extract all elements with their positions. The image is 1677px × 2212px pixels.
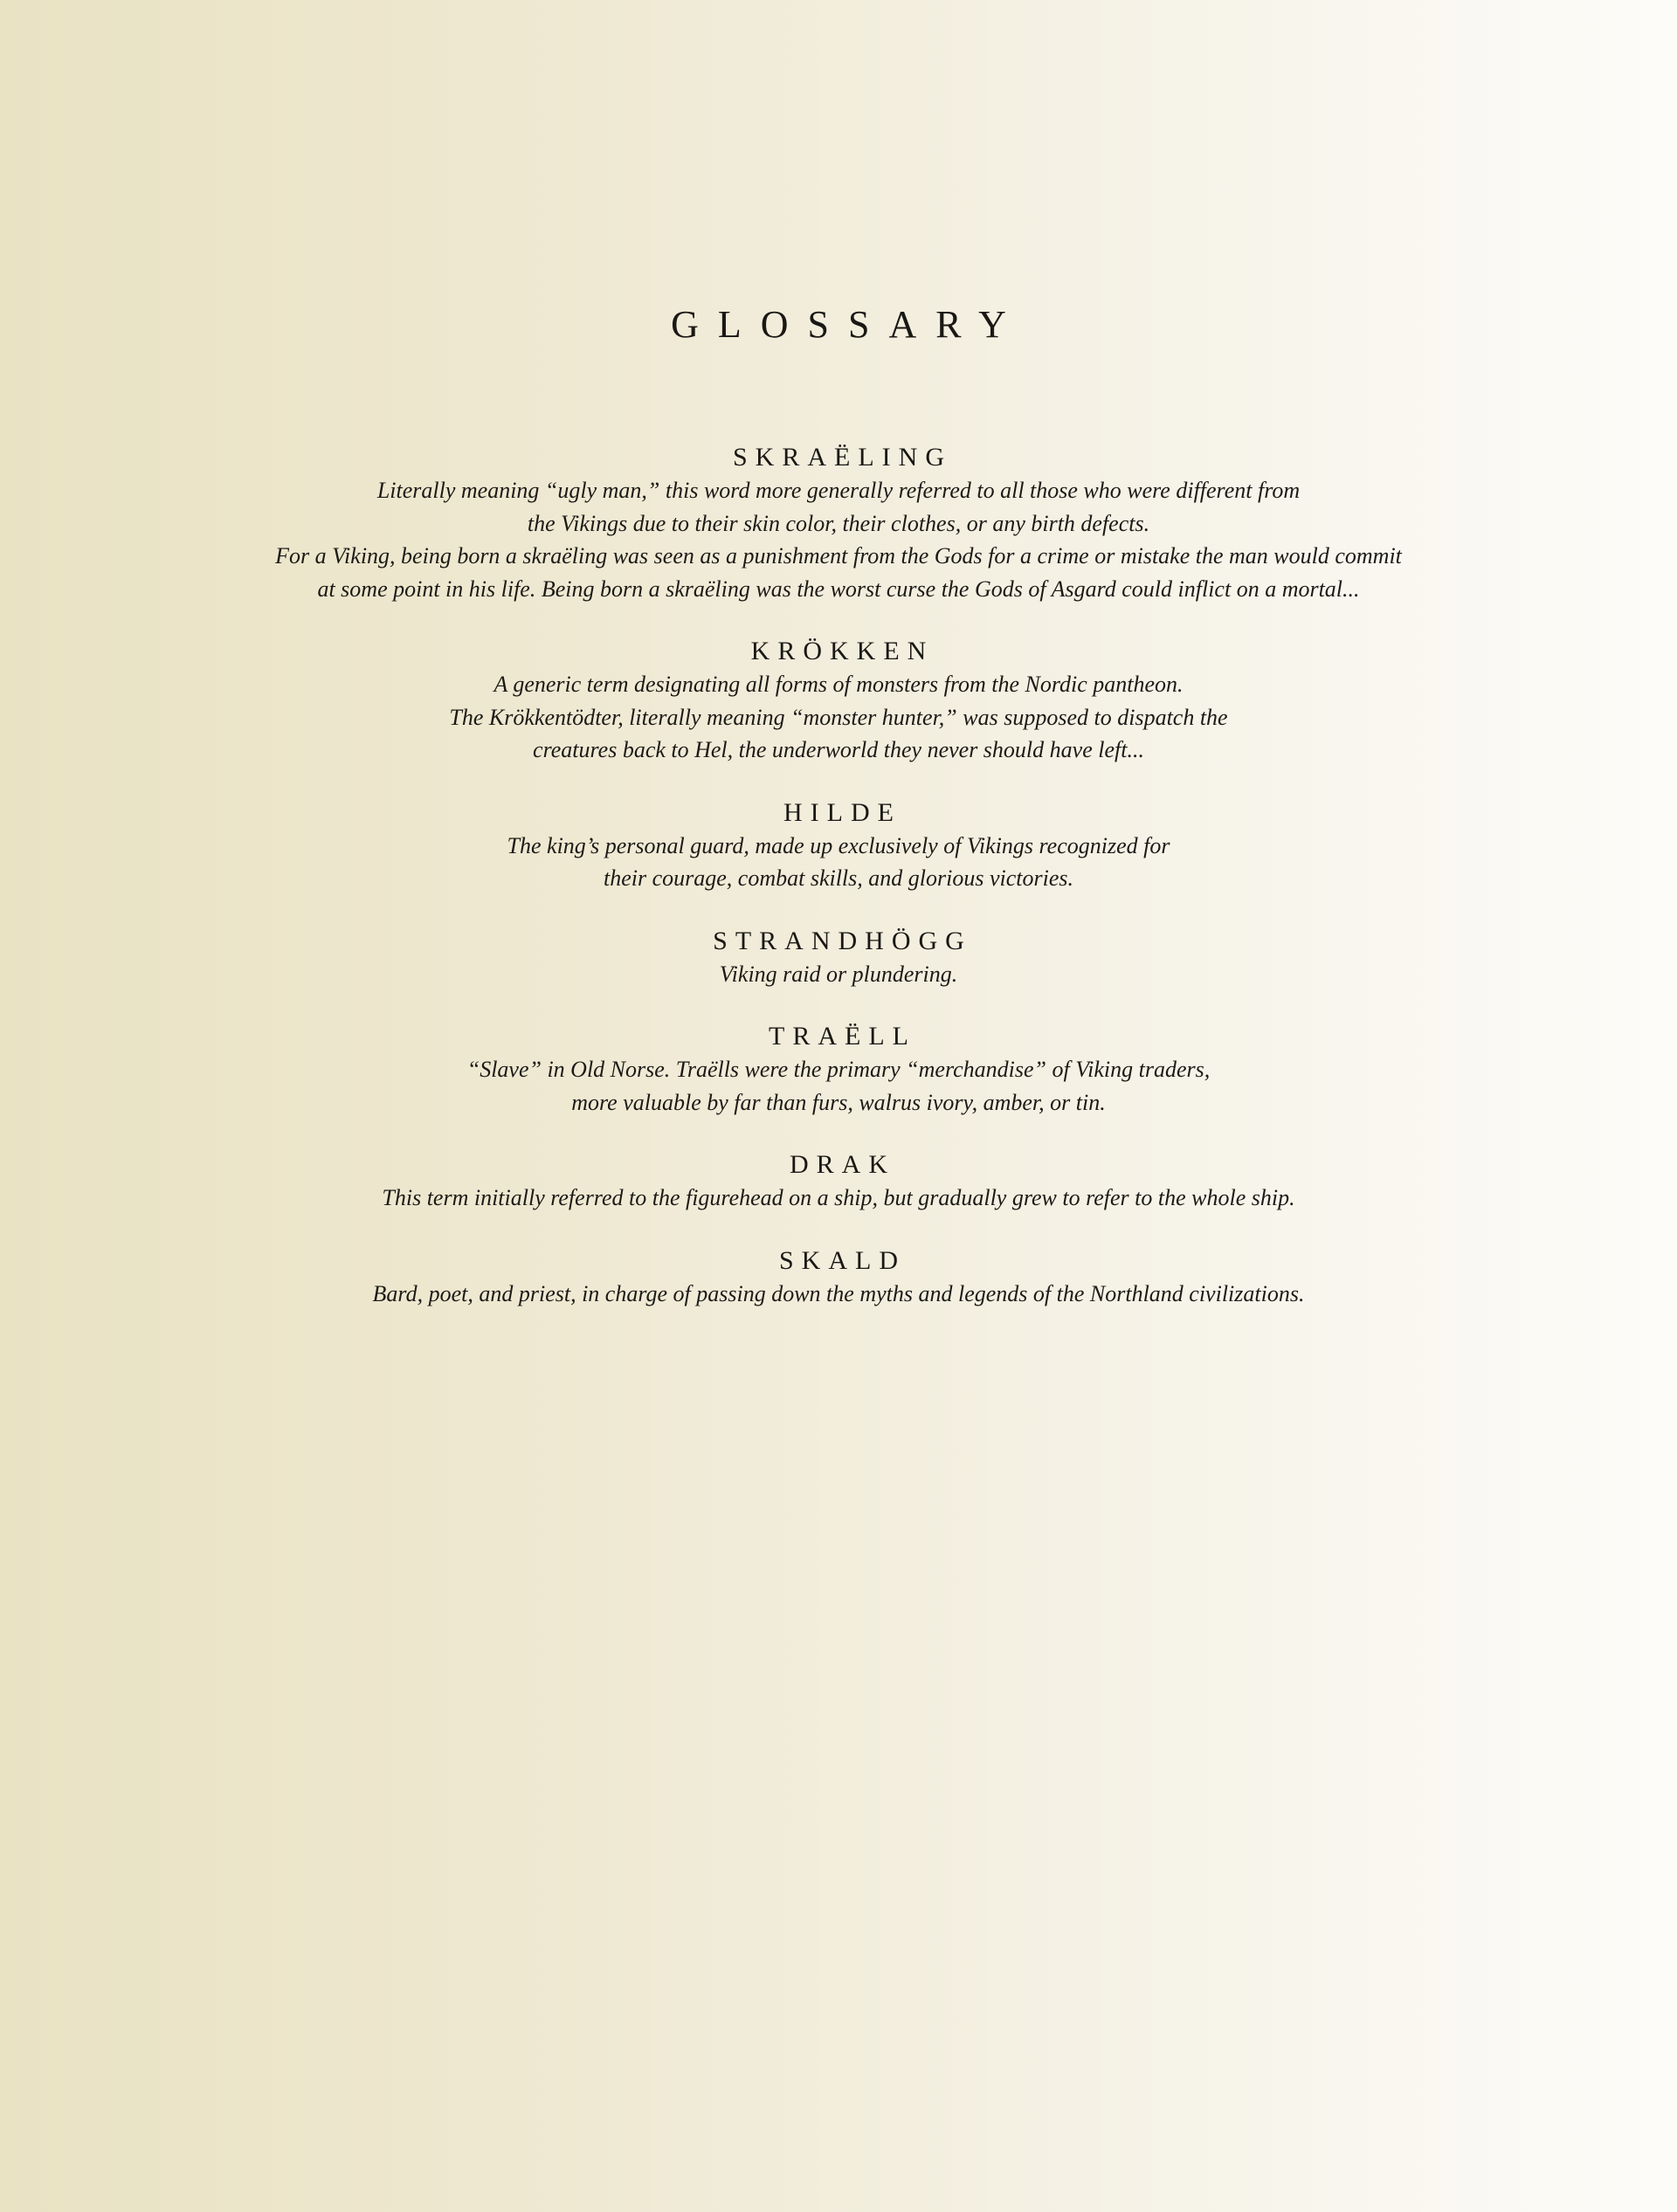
definition-line: more valuable by far than furs, walrus ivory, amber, or tin.	[571, 1089, 1106, 1115]
entry-definition	[0, 1053, 1677, 1119]
glossary-entries	[0, 441, 1677, 1340]
entry-term: HILDE	[783, 797, 901, 827]
definition-line: at some point in his life. Being born a skraëling was the worst curse the Gods of Asgard could inflict on a mortal...	[317, 575, 1360, 602]
definition-line: “Slave” in Old Norse. Traëlls were the primary “merchandise” of Viking traders,	[466, 1057, 1211, 1082]
definition-line: The king’s personal guard, made up exclusively of Vikings recognized for	[507, 832, 1170, 858]
definition-line: the Vikings due to their skin color, their clothes, or any birth defects.	[527, 510, 1150, 536]
entry-definition	[0, 1182, 1677, 1215]
glossary-entry-skald	[0, 1244, 1677, 1311]
glossary-entry-skraeling	[0, 441, 1677, 605]
definition-line: For a Viking, being born a skraëling was seen as a punishment from the Gods for a crime or mistake the man would commit	[275, 543, 1402, 569]
entry-definition	[0, 830, 1677, 895]
definition-line: their courage, combat skills, and glorious victories.	[603, 865, 1073, 891]
definition-line: Bard, poet, and priest, in charge of passing down the myths and legends of the Northland civilizations.	[372, 1280, 1305, 1306]
glossary-entry-traell	[0, 1020, 1677, 1119]
glossary-entry-krokken	[0, 635, 1677, 767]
definition-line: This term initially referred to the figurehead on a ship, but gradually grew to refer to the whole ship.	[382, 1185, 1295, 1210]
definition-line: A generic term designating all forms of monsters from the Nordic pantheon.	[493, 672, 1184, 697]
definition-line: Viking raid or plundering.	[719, 961, 958, 987]
page-title: GLOSSARY	[671, 303, 1025, 346]
definition-line: Literally meaning “ugly man,” this word more generally referred to all those who were different from	[376, 478, 1301, 503]
entry-term: SKRAËLING	[733, 443, 952, 472]
definition-line: creatures back to Hel, the underworld they never should have left...	[533, 737, 1144, 762]
definition-line: The Krökkentödter, literally meaning “monster hunter,” was supposed to dispatch the	[449, 704, 1228, 730]
entry-term: KRÖKKEN	[750, 637, 935, 665]
entry-definition	[0, 474, 1677, 605]
entry-definition	[0, 668, 1677, 767]
entry-definition	[0, 1278, 1677, 1311]
entry-term: STRANDHÖGG	[713, 926, 972, 955]
entry-definition	[0, 958, 1677, 991]
glossary-entry-strandhogg	[0, 925, 1677, 991]
glossary-entry-hilde	[0, 796, 1677, 895]
entry-term: SKALD	[778, 1245, 906, 1275]
glossary-entry-drak	[0, 1148, 1677, 1215]
entry-term: DRAK	[789, 1150, 895, 1179]
entry-term: TRAËLL	[769, 1022, 916, 1051]
